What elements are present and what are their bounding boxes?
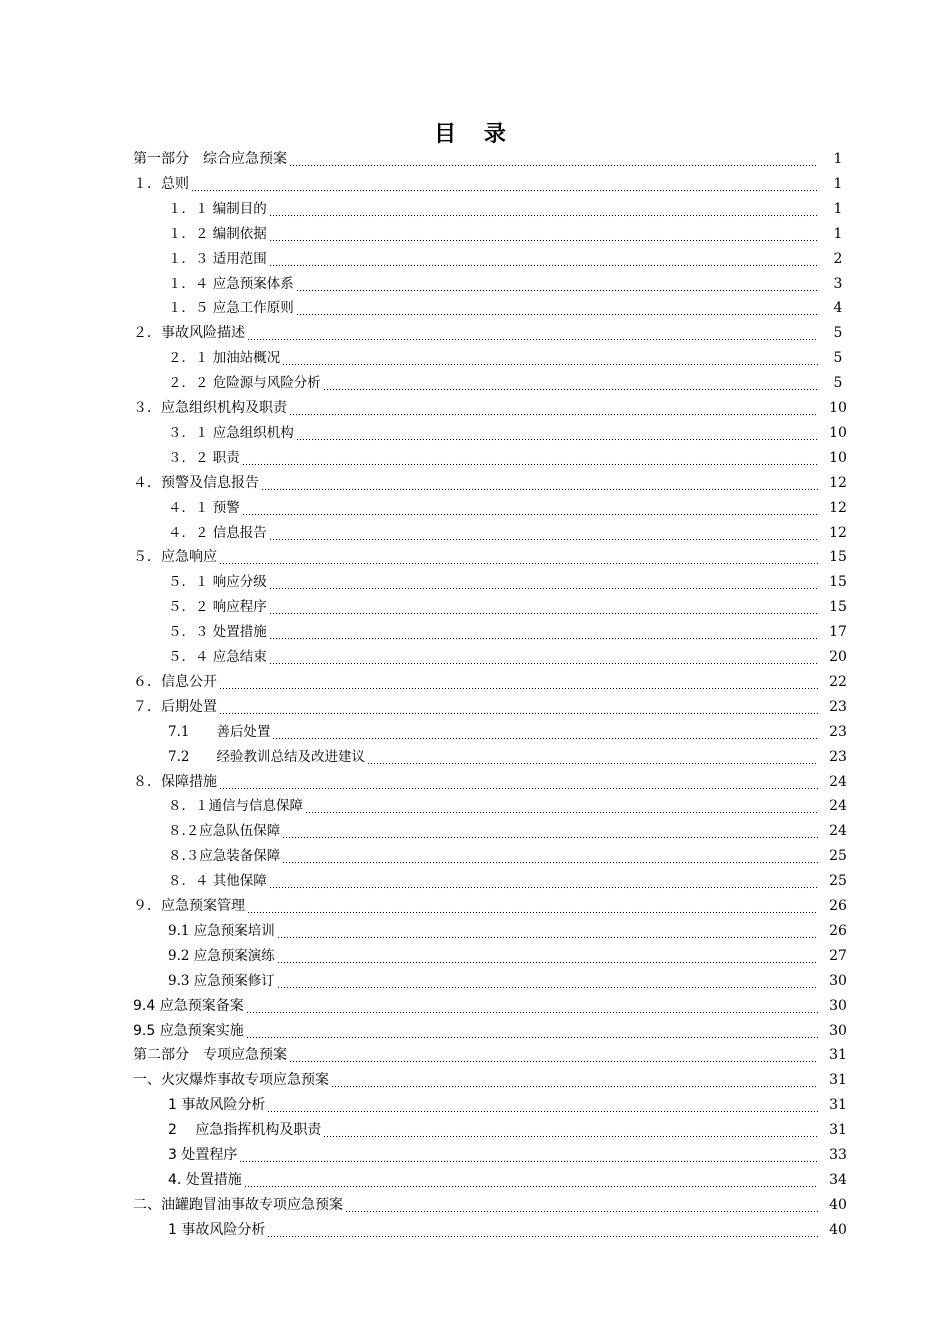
toc-page-number: 12 <box>829 524 847 541</box>
toc-entry-label: 一、火灾爆炸事故专项应急预案 <box>133 1072 329 1089</box>
dot-leader <box>269 521 818 546</box>
toc-entry <box>168 222 818 247</box>
toc-page-number: 26 <box>829 898 847 914</box>
toc-entry-label: ９．应急预案管理 <box>133 898 245 914</box>
dot-leader <box>277 919 818 944</box>
dot-leader <box>261 471 818 496</box>
dot-leader <box>282 819 818 844</box>
toc-page-number: 1 <box>833 151 843 167</box>
toc-page-number: 31 <box>829 1047 847 1064</box>
toc-page-number: 5 <box>833 325 843 342</box>
toc-entry-label: ８.２应急队伍保障 <box>168 823 281 840</box>
toc-page-number: 15 <box>829 574 847 591</box>
toc-entry-label: ２．事故风险描述 <box>133 325 245 342</box>
toc-entry-label: ８．１通信与信息保障 <box>168 798 303 815</box>
toc-row[interactable] <box>0 496 950 521</box>
toc-page-number: 31 <box>829 1122 847 1139</box>
toc-page-number: 12 <box>829 474 847 491</box>
toc-entry-label: 9.2 应急预案演练 <box>168 947 275 964</box>
dot-leader <box>267 1218 818 1243</box>
dot-leader <box>219 770 818 795</box>
toc-page-number: 26 <box>829 922 847 939</box>
toc-page-number: 33 <box>829 1147 847 1163</box>
toc-page-number: 31 <box>829 1097 847 1114</box>
toc-entry-label: ２．２ 危险源与风险分析 <box>168 375 321 392</box>
toc-entry <box>133 396 818 421</box>
toc-entry <box>133 147 818 172</box>
toc-entry <box>133 471 818 496</box>
toc-entry <box>168 944 818 969</box>
toc-entry <box>168 570 818 595</box>
toc-row[interactable] <box>0 1218 950 1243</box>
toc-entry <box>168 496 818 521</box>
toc-entry-label: １．３ 适用范围 <box>168 250 267 267</box>
toc-entry-label: １．总则 <box>133 175 189 192</box>
toc-page-number: 30 <box>829 1022 847 1039</box>
toc-entry-label: ３．１ 应急组织机构 <box>168 424 294 441</box>
toc-row[interactable] <box>0 521 950 546</box>
toc-entry <box>168 844 818 869</box>
toc-row[interactable] <box>0 919 950 944</box>
toc-entry <box>168 1143 818 1168</box>
toc-entry <box>168 745 818 770</box>
toc-entry <box>168 446 818 471</box>
toc-entry-label: 2 应急指挥机构及职责 <box>168 1122 322 1139</box>
toc-entry <box>168 919 818 944</box>
toc-row[interactable] <box>0 645 950 670</box>
toc-page-number: 12 <box>829 499 847 516</box>
toc-entry <box>168 869 818 894</box>
toc-row[interactable] <box>0 197 950 222</box>
toc-entry-label: ５．２ 响应程序 <box>168 599 267 616</box>
toc-entry-label: ４．１ 预警 <box>168 499 240 516</box>
toc-entry-label: 1 事故风险分析 <box>168 1221 266 1238</box>
toc-page-number: 10 <box>829 424 847 441</box>
toc-entry-label: 二、油罐跑冒油事故专项应急预案 <box>133 1196 343 1213</box>
toc-entry <box>133 545 818 570</box>
dot-leader <box>269 570 818 595</box>
dot-leader <box>367 745 818 770</box>
dot-leader <box>269 645 818 670</box>
toc-page-number: 24 <box>829 823 847 840</box>
toc-entry <box>133 695 818 720</box>
toc-entry <box>168 645 818 670</box>
toc-row[interactable] <box>0 745 950 770</box>
toc-row[interactable] <box>0 1193 950 1218</box>
dot-leader <box>345 1193 818 1218</box>
toc-row[interactable] <box>0 720 950 745</box>
toc-row[interactable] <box>0 670 950 695</box>
dot-leader <box>269 247 818 272</box>
toc-entry <box>168 197 818 222</box>
toc-row[interactable] <box>0 794 950 819</box>
toc-row[interactable] <box>0 321 950 346</box>
toc-page-number: 22 <box>829 673 847 690</box>
toc-page-number: 1 <box>833 225 843 242</box>
toc-row[interactable] <box>0 247 950 272</box>
toc-row[interactable] <box>0 770 950 795</box>
toc-entry-label: ８.３应急装备保障 <box>168 848 281 865</box>
toc-page-number: 2 <box>833 250 843 267</box>
dot-leader <box>269 222 818 247</box>
dot-leader <box>242 446 818 471</box>
toc-row[interactable] <box>0 446 950 471</box>
toc-row[interactable] <box>0 471 950 496</box>
toc-entry <box>168 1218 818 1243</box>
dot-leader <box>289 1043 818 1068</box>
toc-row[interactable] <box>0 346 950 371</box>
toc-row[interactable] <box>0 1118 950 1143</box>
toc-page-number: 34 <box>829 1171 847 1188</box>
toc-entry <box>133 670 818 695</box>
dot-leader <box>246 1019 818 1044</box>
toc-entry-label: ４．预警及信息报告 <box>133 474 259 491</box>
dot-leader <box>331 1068 818 1093</box>
toc-entry <box>133 894 818 919</box>
dot-leader <box>244 1168 818 1193</box>
dot-leader <box>267 1093 818 1118</box>
dot-leader <box>269 869 818 894</box>
toc-entry <box>133 1068 818 1093</box>
dot-leader <box>296 421 818 446</box>
toc-page-number: 27 <box>829 947 847 964</box>
toc-entry <box>168 421 818 446</box>
toc-page-number: 4 <box>833 300 843 317</box>
toc-page-number: 1 <box>833 175 843 192</box>
toc-entry-label: ６．信息公开 <box>133 673 217 690</box>
dot-leader <box>282 346 818 371</box>
dot-leader <box>323 371 818 396</box>
toc-row[interactable] <box>0 396 950 421</box>
toc-page-number: 20 <box>829 649 847 665</box>
toc-entry-label: 9.5 应急预案实施 <box>133 1022 244 1039</box>
toc-entry <box>168 247 818 272</box>
toc-entry <box>133 994 818 1019</box>
toc-entry <box>168 1168 818 1193</box>
toc-entry <box>168 819 818 844</box>
dot-leader <box>277 944 818 969</box>
toc-row[interactable] <box>0 1019 950 1044</box>
toc-row[interactable] <box>0 1143 950 1168</box>
toc-row[interactable] <box>0 296 950 321</box>
toc-entry <box>133 172 818 197</box>
toc-entry <box>133 1193 818 1218</box>
toc-row[interactable] <box>0 869 950 894</box>
toc-entry <box>168 1118 818 1143</box>
toc-entry <box>168 272 818 297</box>
toc-entry-label: ３．２ 职责 <box>168 449 240 466</box>
toc-entry-label: 7.2 经验教训总结及改进建议 <box>168 748 365 765</box>
toc-page-number: 23 <box>829 748 847 765</box>
toc-entry <box>168 296 818 321</box>
toc-entry-label: 9.3 应急预案修订 <box>168 972 275 989</box>
toc-entry <box>133 321 818 346</box>
toc-row[interactable] <box>0 272 950 297</box>
toc-entry-label: 第二部分 专项应急预案 <box>133 1047 287 1064</box>
toc-page-number: 10 <box>829 400 847 416</box>
toc-row[interactable] <box>0 695 950 720</box>
toc-entry-label: １．２ 编制依据 <box>168 225 267 242</box>
toc-entry-label: 7.1 善后处置 <box>168 723 271 740</box>
toc-entry <box>133 1019 818 1044</box>
toc-page-number: 24 <box>829 773 847 790</box>
toc-entry-label: １．５ 应急工作原则 <box>168 300 294 317</box>
dot-leader <box>305 794 818 819</box>
toc-row[interactable] <box>0 819 950 844</box>
toc-entry <box>168 371 818 396</box>
toc-page-number: 25 <box>829 873 847 890</box>
dot-leader <box>242 496 818 521</box>
toc-entry <box>168 1093 818 1118</box>
dot-leader <box>323 1118 818 1143</box>
toc-row[interactable] <box>0 1068 950 1093</box>
toc-row[interactable] <box>0 1093 950 1118</box>
dot-leader <box>239 1143 818 1168</box>
toc-row[interactable] <box>0 172 950 197</box>
toc-page-number: 30 <box>829 997 847 1014</box>
toc-entry-label: ５．１ 响应分级 <box>168 574 267 591</box>
toc-page-number: 40 <box>829 1221 847 1238</box>
toc-page-number: 15 <box>829 549 847 566</box>
toc-page-number: 23 <box>829 698 847 715</box>
toc-page-number: 5 <box>833 350 843 367</box>
toc-title: 目 录 <box>434 122 516 147</box>
toc-entry <box>133 770 818 795</box>
toc-entry-label: １．１ 编制目的 <box>168 200 267 217</box>
toc-row[interactable] <box>0 944 950 969</box>
toc-entry-label: ３．应急组织机构及职责 <box>133 400 287 416</box>
dot-leader <box>272 720 818 745</box>
toc-entry <box>133 1043 818 1068</box>
toc-row[interactable] <box>0 1168 950 1193</box>
toc-entry <box>168 720 818 745</box>
dot-leader <box>247 894 818 919</box>
toc-row[interactable] <box>0 421 950 446</box>
toc-entry-label: 第一部分 综合应急预案 <box>133 151 287 167</box>
dot-leader <box>247 321 818 346</box>
toc-row[interactable] <box>0 844 950 869</box>
toc-page-number: 31 <box>829 1072 847 1089</box>
toc-page-number: 40 <box>829 1196 847 1213</box>
toc-entry-label: 9.4 应急预案备案 <box>133 997 244 1014</box>
dot-leader <box>269 197 818 222</box>
dot-leader <box>246 994 818 1019</box>
toc-page-number: 30 <box>829 972 847 989</box>
toc-row[interactable] <box>0 894 950 919</box>
toc-row[interactable] <box>0 620 950 645</box>
toc-page-number: 1 <box>833 200 843 217</box>
toc-page-number: 25 <box>829 848 847 865</box>
dot-leader <box>277 969 818 994</box>
dot-leader <box>289 396 818 421</box>
toc-entry-label: ８．保障措施 <box>133 773 217 790</box>
toc-row[interactable] <box>0 1043 950 1068</box>
toc-row[interactable] <box>0 545 950 570</box>
toc-entry <box>168 969 818 994</box>
toc-entry-label: ７．后期处置 <box>133 698 217 715</box>
toc-entry-label: ５．３ 处置措施 <box>168 624 267 641</box>
toc-entry-label: ８．４ 其他保障 <box>168 873 267 890</box>
toc-page-number: 23 <box>829 723 847 740</box>
toc-entry <box>168 346 818 371</box>
toc-entry <box>168 620 818 645</box>
toc-entry <box>168 794 818 819</box>
dot-leader <box>296 296 818 321</box>
toc-page-number: 10 <box>829 449 847 466</box>
dot-leader <box>282 844 818 869</box>
toc-entry-label: 1 事故风险分析 <box>168 1097 266 1114</box>
toc-entry-label: 4. 处置措施 <box>168 1171 242 1188</box>
toc-entry <box>168 521 818 546</box>
toc-page-number: 3 <box>833 275 843 292</box>
toc-entry-label: ２．１ 加油站概况 <box>168 350 281 367</box>
dot-leader <box>289 147 818 172</box>
toc-entry-label: 3 处置程序 <box>168 1147 238 1163</box>
toc-page-number: 24 <box>829 798 847 815</box>
dot-leader <box>269 595 818 620</box>
toc-row[interactable] <box>0 371 950 396</box>
toc-page-number: 5 <box>833 375 843 392</box>
toc-entry-label: ５．应急响应 <box>133 549 217 566</box>
dot-leader <box>219 670 818 695</box>
dot-leader <box>269 620 818 645</box>
dot-leader <box>219 695 818 720</box>
toc-entry-label: １．４ 应急预案体系 <box>168 275 294 292</box>
dot-leader <box>219 545 818 570</box>
toc-row[interactable] <box>0 994 950 1019</box>
dot-leader <box>296 272 818 297</box>
toc-page-number: 15 <box>829 599 847 616</box>
toc-row[interactable] <box>0 222 950 247</box>
toc-page-number: 17 <box>829 624 847 641</box>
toc-entry <box>168 595 818 620</box>
toc-row[interactable] <box>0 570 950 595</box>
toc-entry-label: ５．４ 应急结束 <box>168 649 267 665</box>
toc-row[interactable] <box>0 969 950 994</box>
dot-leader <box>191 172 818 197</box>
toc-row[interactable] <box>0 595 950 620</box>
toc-entry-label: ４．２ 信息报告 <box>168 524 267 541</box>
toc-row[interactable] <box>0 147 950 172</box>
toc-entry-label: 9.1 应急预案培训 <box>168 922 275 939</box>
